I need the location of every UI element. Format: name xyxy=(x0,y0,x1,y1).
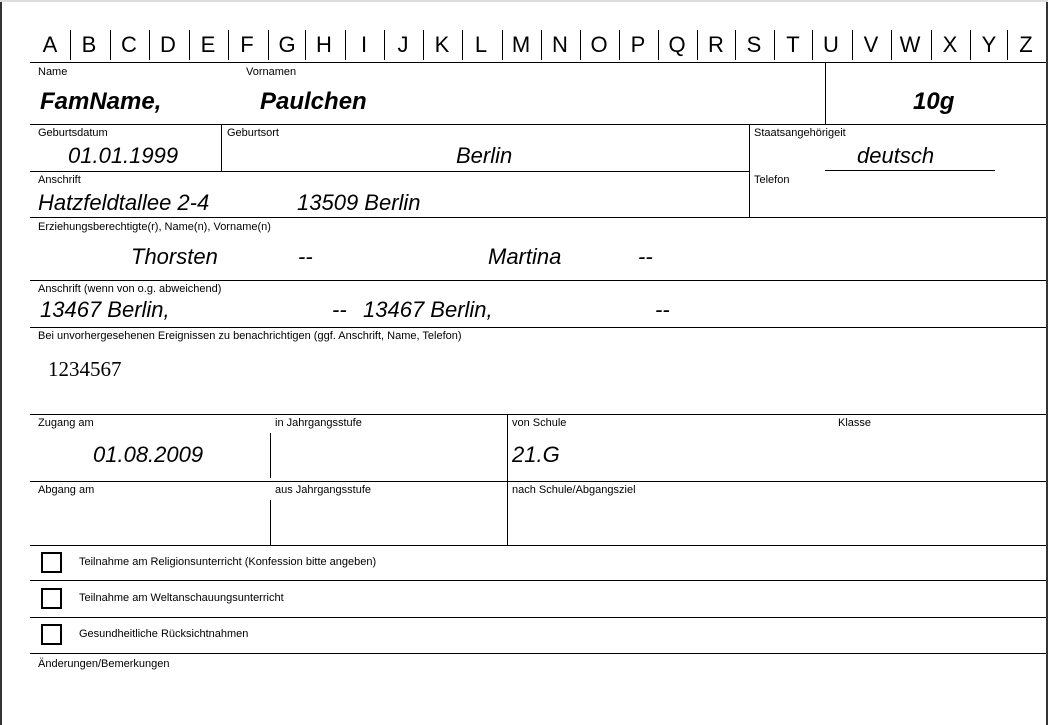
register-letter-c: C xyxy=(121,32,137,57)
divider-jahrgangsstufe-abgang xyxy=(270,500,271,545)
register-divider xyxy=(931,30,932,60)
rule-anschrift-abw xyxy=(30,327,1046,328)
label-geburtsort: Geburtsort xyxy=(227,127,279,139)
label-erziehungsberechtigte: Erziehungsberechtigte(r), Name(n), Vorname(n) xyxy=(38,221,271,233)
register-letter-h: H xyxy=(316,32,332,57)
page-top-border xyxy=(0,0,1048,2)
register-divider xyxy=(697,30,698,60)
label-aus-jahrgangsstufe: aus Jahrgangsstufe xyxy=(275,484,372,496)
register-letter-a: A xyxy=(42,32,58,57)
value-eb1-dash: -- xyxy=(298,244,313,269)
divider-staat-telefon xyxy=(749,124,750,217)
label-anschrift: Anschrift xyxy=(38,174,81,186)
register-letter-g: G xyxy=(278,32,296,57)
register-divider xyxy=(1007,30,1008,60)
register-letter-r: R xyxy=(708,32,724,57)
value-klasse-top: 10g xyxy=(913,88,955,115)
register-letter-n: N xyxy=(552,32,568,57)
register-letter-j: J xyxy=(397,32,409,57)
register-divider xyxy=(541,30,542,60)
register-divider xyxy=(268,30,269,60)
label-anschrift-abweichend: Anschrift (wenn von o.g. abweichend) xyxy=(38,283,222,295)
register-divider xyxy=(619,30,620,60)
label-vornamen: Vornamen xyxy=(246,66,297,78)
register-letter-u: U xyxy=(823,32,839,57)
rule-weltanschauung xyxy=(30,617,1046,618)
gesundheit-checkbox[interactable] xyxy=(41,624,62,645)
label-weltanschauung: Teilnahme am Weltanschauungsunterricht xyxy=(79,592,284,604)
register-letter-s: S xyxy=(746,32,762,57)
register-divider xyxy=(812,30,813,60)
register-letter-i: I xyxy=(360,32,368,57)
register-divider xyxy=(774,30,775,60)
register-letter-q: Q xyxy=(668,32,686,57)
value-geburtsort: Berlin xyxy=(456,143,513,168)
register-divider xyxy=(658,30,659,60)
label-zugang-am: Zugang am xyxy=(38,417,94,429)
label-staatsangehoerigkeit: Staatsangehörigeit xyxy=(754,127,846,139)
weltanschauung-checkbox[interactable] xyxy=(41,588,62,609)
register-letter-w: W xyxy=(899,32,921,57)
label-aenderungen: Änderungen/Bemerkungen xyxy=(38,658,170,670)
rule-gesundheit xyxy=(30,653,1046,654)
value-eb1-ort: 13467 Berlin, xyxy=(40,297,170,322)
rule-name xyxy=(30,124,1046,125)
religion-checkbox[interactable] xyxy=(41,552,62,573)
register-divider xyxy=(110,30,111,60)
value-strasse: Hatzfeldtallee 2-4 xyxy=(38,190,210,215)
rule-religion xyxy=(30,580,1046,581)
register-letter-v: V xyxy=(863,32,879,57)
register-divider xyxy=(305,30,306,60)
divider-schule xyxy=(507,414,508,545)
label-gesundheit: Gesundheitliche Rücksichtnahmen xyxy=(79,628,249,640)
label-notfall: Bei unvorhergesehenen Ereignissen zu benachrichtigen (ggf. Anschrift, Name, Telefon) xyxy=(38,330,462,342)
page-left-border xyxy=(0,0,2,725)
value-notfall-telefon: 1234567 xyxy=(48,357,122,381)
rule-anschrift xyxy=(30,217,1046,218)
rule-abgang xyxy=(30,545,1046,546)
register-divider xyxy=(228,30,229,60)
page-right-border xyxy=(1046,0,1048,725)
register-letter-p: P xyxy=(630,32,646,57)
register-letter-z: Z xyxy=(1019,32,1033,57)
register-divider xyxy=(502,30,503,60)
value-eb-separator: -- xyxy=(332,297,347,322)
value-staatsangehoerigkeit: deutsch xyxy=(857,143,935,168)
register-letter-l: L xyxy=(474,32,488,57)
value-ort: 13509 Berlin xyxy=(297,190,421,215)
register-divider xyxy=(70,30,71,60)
label-abgang-am: Abgang am xyxy=(38,484,95,496)
register-divider xyxy=(891,30,892,60)
value-eb1-vorname: Thorsten xyxy=(131,244,218,269)
register-letter-f: F xyxy=(240,32,254,57)
register-divider xyxy=(735,30,736,60)
rule-erziehungsberechtigte xyxy=(30,280,1046,281)
value-vorname: Paulchen xyxy=(260,88,367,115)
register-letter-x: X xyxy=(942,32,958,57)
value-eb2-dash: -- xyxy=(638,244,653,269)
divider-klasse xyxy=(825,62,826,124)
register-letter-e: E xyxy=(200,32,216,57)
register-divider xyxy=(970,30,971,60)
label-telefon: Telefon xyxy=(754,174,790,186)
label-klasse: Klasse xyxy=(838,417,872,429)
register-divider xyxy=(423,30,424,60)
register-divider xyxy=(384,30,385,60)
value-von-schule: 21.G xyxy=(512,442,560,467)
register-divider xyxy=(580,30,581,60)
register-letter-m: M xyxy=(511,32,531,57)
value-eb2-end: -- xyxy=(655,297,670,322)
rule-notfall xyxy=(30,414,1046,415)
value-zugang-datum: 01.08.2009 xyxy=(93,442,204,467)
register-divider xyxy=(852,30,853,60)
register-letter-d: D xyxy=(160,32,176,57)
register-letter-t: T xyxy=(786,32,800,57)
divider-geburtsort xyxy=(221,124,222,171)
register-divider xyxy=(462,30,463,60)
label-nach-schule: nach Schule/Abgangsziel xyxy=(512,484,636,496)
value-eb2-vorname: Martina xyxy=(488,244,562,269)
label-geburtsdatum: Geburtsdatum xyxy=(38,127,108,139)
register-divider xyxy=(189,30,190,60)
rule-staatsangehoerigkeit xyxy=(825,170,995,171)
rule-geburt xyxy=(30,171,750,172)
value-name: FamName, xyxy=(40,88,162,115)
label-religion: Teilnahme am Religionsunterricht (Konfession bitte angeben) xyxy=(79,556,377,568)
register-divider xyxy=(345,30,346,60)
value-geburtsdatum: 01.01.1999 xyxy=(68,143,179,168)
divider-jahrgangsstufe-zugang xyxy=(270,433,271,478)
rule-register xyxy=(30,62,1046,63)
label-von-schule: von Schule xyxy=(512,417,567,429)
label-in-jahrgangsstufe: in Jahrgangsstufe xyxy=(275,417,362,429)
rule-zugang xyxy=(30,481,1046,482)
register-divider xyxy=(149,30,150,60)
register-letter-y: Y xyxy=(981,32,997,57)
register-letter-o: O xyxy=(590,32,608,57)
register-letter-b: B xyxy=(81,32,97,57)
label-name: Name xyxy=(38,66,68,78)
value-eb2-ort: 13467 Berlin, xyxy=(363,297,493,322)
register-letter-k: K xyxy=(434,32,450,57)
